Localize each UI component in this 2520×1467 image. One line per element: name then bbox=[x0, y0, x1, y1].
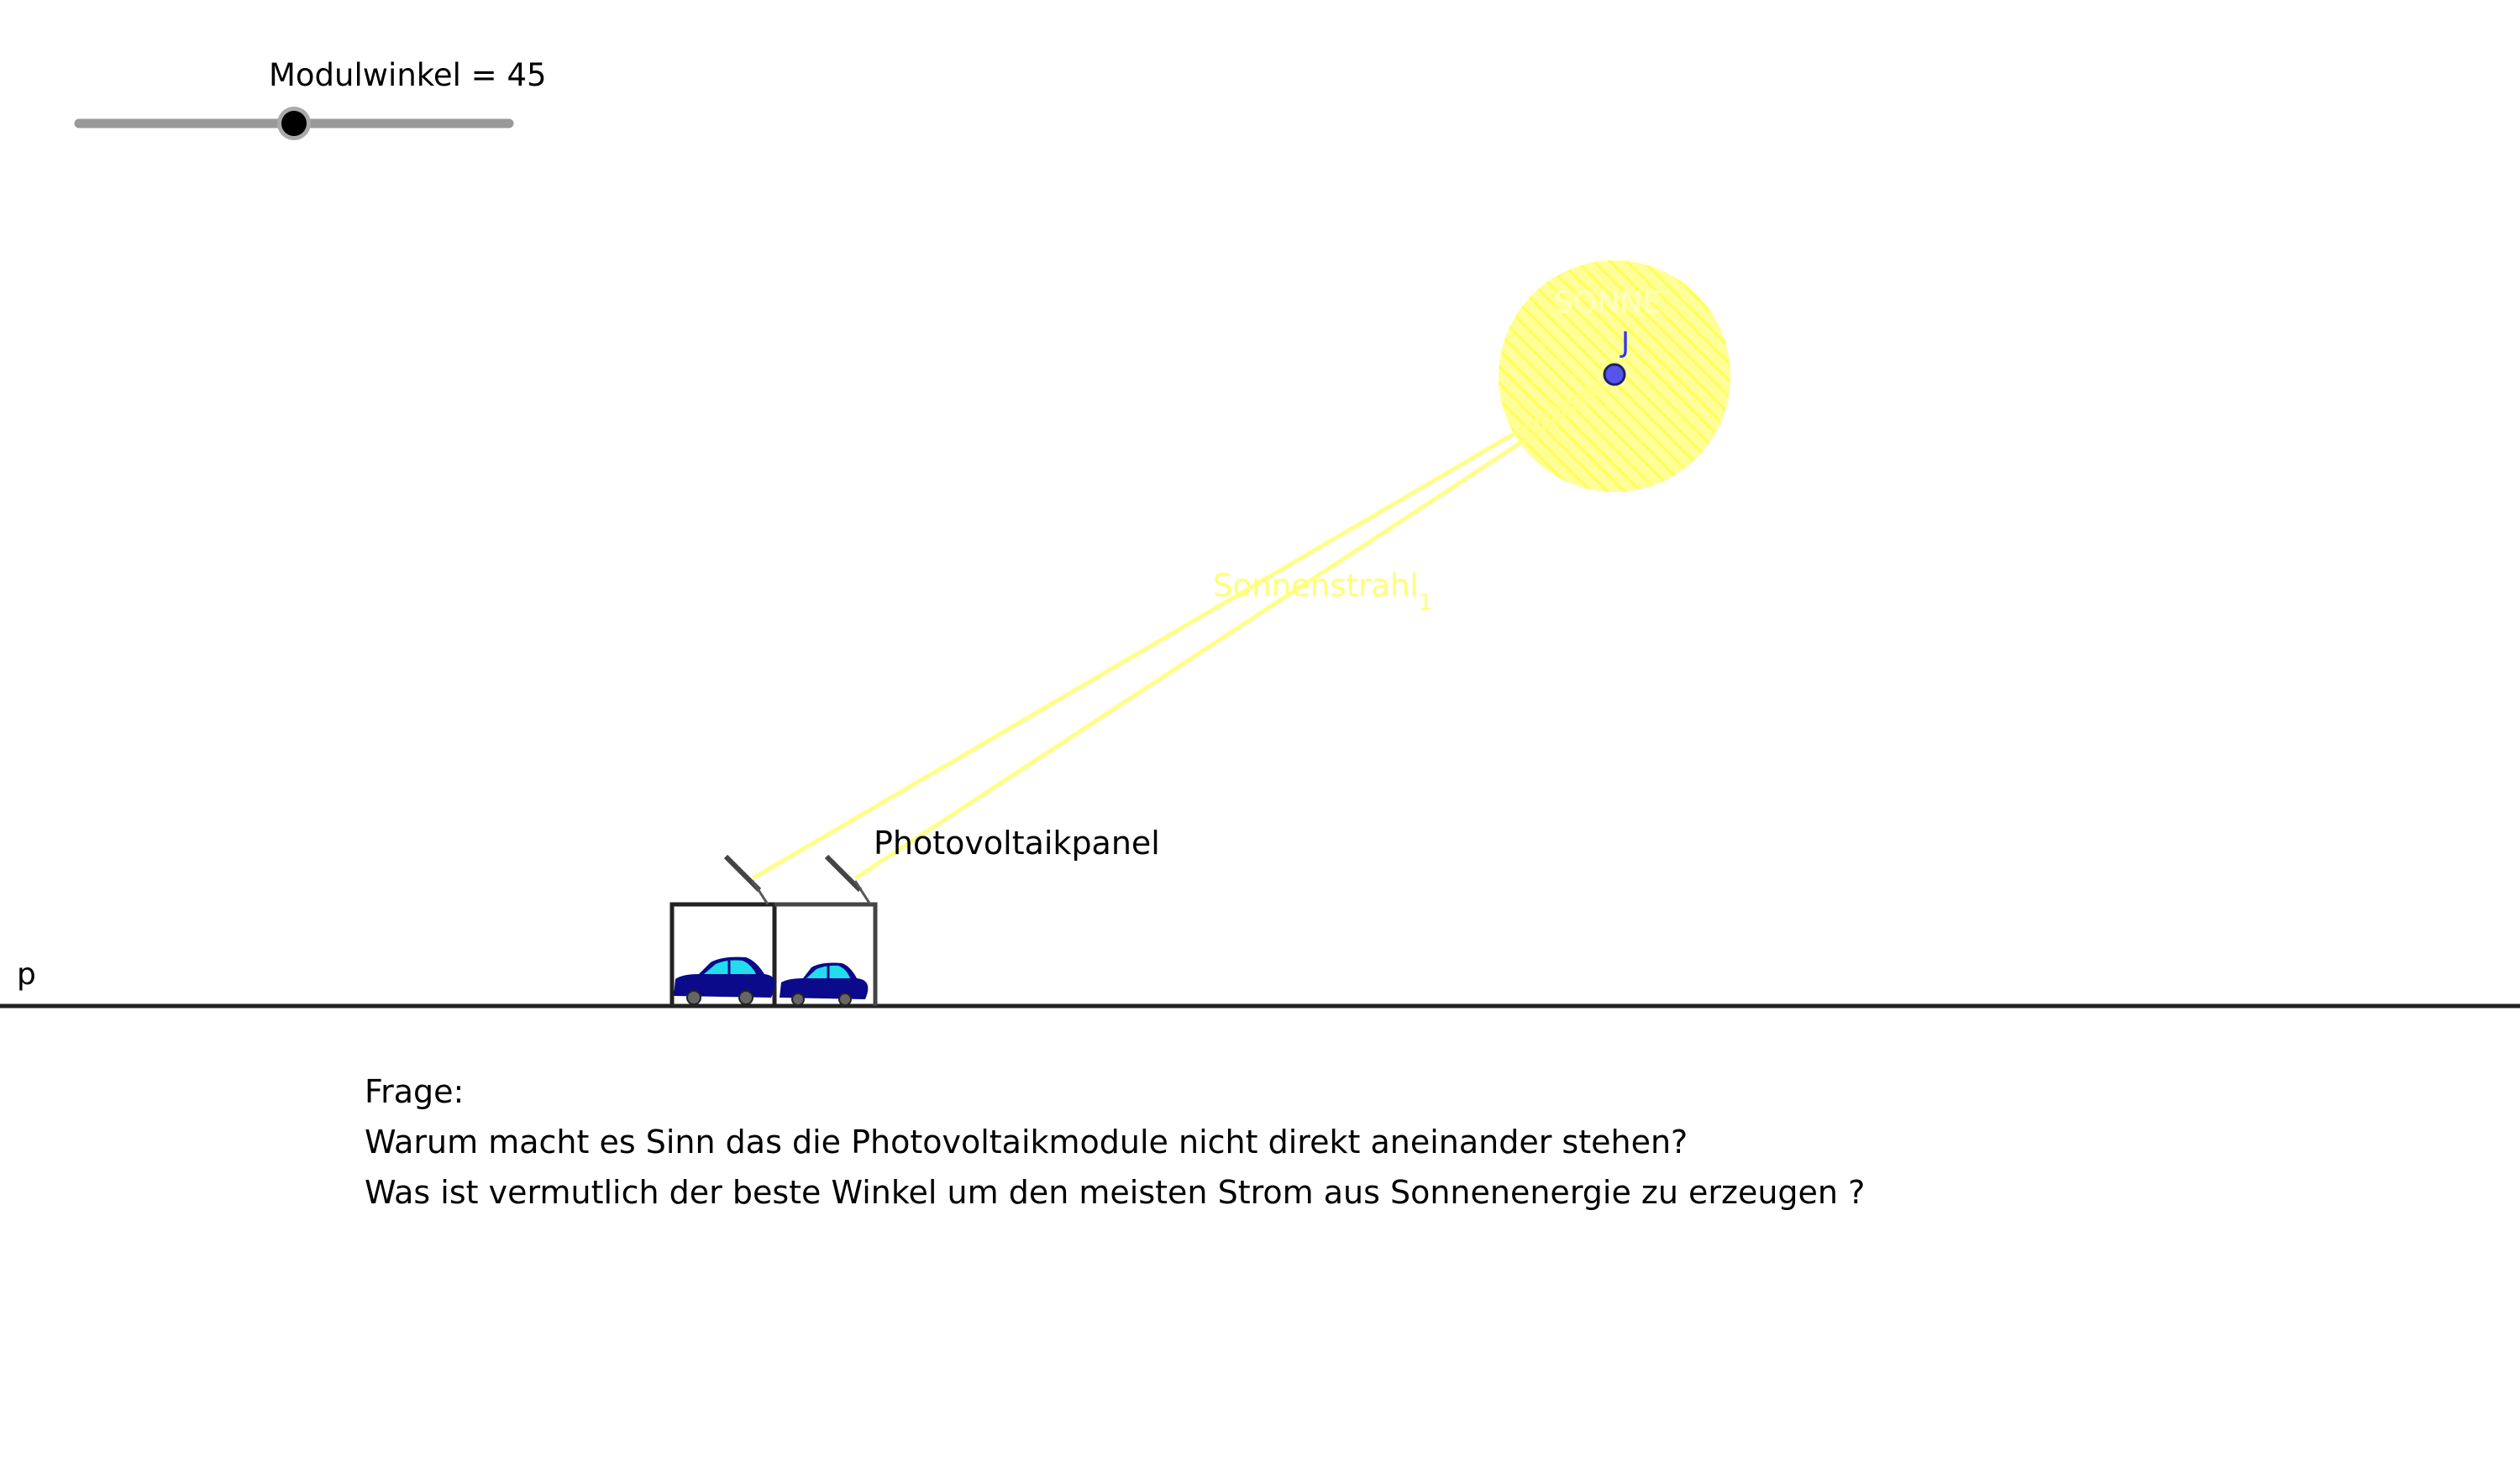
car-2-image[interactable] bbox=[780, 963, 868, 1005]
sun-rays bbox=[753, 383, 1604, 878]
pv-panel-2[interactable] bbox=[827, 857, 860, 890]
point-j-label: J bbox=[1621, 326, 1630, 359]
car-1-image[interactable] bbox=[674, 957, 775, 1004]
sun-center-point[interactable] bbox=[1604, 364, 1625, 385]
car-2-wheel-rear bbox=[839, 993, 851, 1005]
car-1-wheel-front bbox=[687, 991, 701, 1004]
question-heading: Frage: bbox=[365, 1073, 465, 1110]
slider-label: Modulwinkel = 45 bbox=[269, 57, 547, 93]
ray-label-text: Sonnenstrahl bbox=[1213, 568, 1419, 604]
pv-panel-2-post bbox=[855, 881, 870, 904]
car-1-wheel-rear bbox=[739, 991, 753, 1004]
slider-handle-dot[interactable] bbox=[281, 111, 307, 136]
sonnenstrahl-2[interactable] bbox=[855, 388, 1604, 878]
modulwinkel-slider[interactable] bbox=[79, 107, 509, 140]
pv-panel-1-post bbox=[753, 881, 768, 904]
line-p-label: p bbox=[17, 957, 36, 992]
car-2-wheel-front bbox=[792, 993, 804, 1005]
sun-title: SONNE bbox=[1554, 286, 1662, 320]
photovoltaikpanel-label: Photovoltaikpanel bbox=[874, 825, 1160, 862]
ray-label-subscript: 1 bbox=[1418, 590, 1433, 616]
question-line-2: Was ist vermutlich der beste Winkel um den meisten Strom aus Sonnenenergie zu erzeugen ? bbox=[365, 1174, 1866, 1211]
question-text bbox=[365, 1066, 1865, 1218]
sonnenstrahl-label bbox=[1213, 568, 1433, 616]
sonnenstrahl-1[interactable] bbox=[753, 383, 1601, 878]
question-line-1: Warum macht es Sinn das die Photovoltaikmodule nicht direkt aneinander stehen? bbox=[365, 1124, 1688, 1161]
